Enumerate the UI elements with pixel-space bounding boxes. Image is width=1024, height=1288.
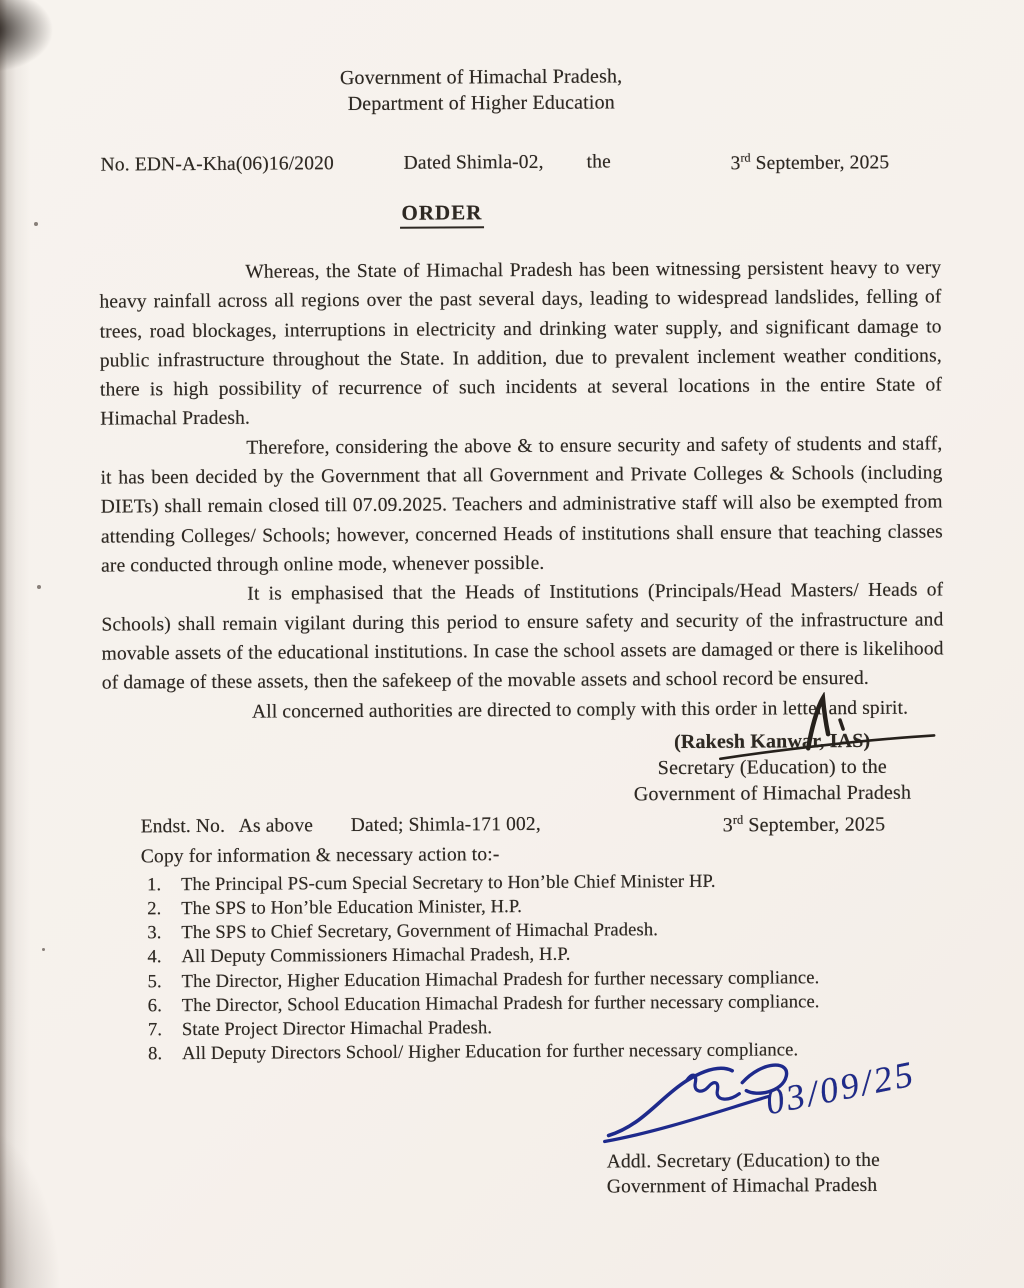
recipient-item xyxy=(148,1038,946,1067)
recipient-text: All Deputy Directors School/ Higher Education for further necessary compliance. xyxy=(182,1039,799,1065)
copy-for-information-line: Copy for information & necessary action to:- xyxy=(140,843,500,868)
body-paragraph: Therefore, considering the above & to ensure security and safety of students and staff, it has been decided by the Government that all Government and Private Colleges & Schools (including DIETs) shall remain closed till 07.09.2025. Teachers and administrative staff will also be exempted from attending Colleges/ Schools; however, concerned Heads of institutions shall ensure that teaching classes are conducted through online mode, whenever possible. xyxy=(100,433,943,577)
signatory-date-suffix: rd xyxy=(732,812,744,827)
footer-signature-block xyxy=(604,1053,947,1218)
recipient-number: 8. xyxy=(148,1043,163,1065)
scan-speck xyxy=(42,948,45,951)
body-paragraph: It is emphasised that the Heads of Institutions (Principals/Head Masters/ Heads of Schools) shall remain vigilant during this period to ensure safety and security of the infrastructure and movable assets of the educational institutions. In case the school assets are damaged or there is likelihood of damage of these assets, then the safekeep of the movable assets and school record be ensured. xyxy=(101,579,944,694)
endorsement-line xyxy=(103,811,945,844)
recipient-text: All Deputy Commissioners Himachal Pradesh, H.P. xyxy=(181,944,571,968)
recipient-number: 7. xyxy=(147,1019,163,1041)
org-name: Government of Himachal Pradesh, xyxy=(339,65,623,90)
recipient-number: 4. xyxy=(147,946,162,968)
endst-value: As above xyxy=(238,815,314,837)
recipient-text: The Director, Higher Education Himachal Pradesh for further necessary compliance. xyxy=(181,966,820,992)
order-date-suffix: rd xyxy=(740,150,751,165)
reference-line xyxy=(99,149,941,184)
order-date-rest: September, 2025 xyxy=(750,152,890,175)
recipient-number: 1. xyxy=(146,873,162,896)
order-title-text: ORDER xyxy=(399,200,484,229)
signatory-designation-1: Secretary (Education) to the xyxy=(657,755,887,779)
footer-designation-1: Addl. Secretary (Education) to the xyxy=(606,1150,880,1173)
letterhead xyxy=(60,62,902,119)
recipient-text: State Project Director Himachal Pradesh. xyxy=(181,1017,493,1041)
order-body xyxy=(99,253,944,698)
footer-signature-scribble xyxy=(600,1048,941,1155)
order-date xyxy=(731,150,890,175)
dated-the-word: the xyxy=(586,151,611,173)
recipient-text: The SPS to Hon’ble Education Minister, H.P. xyxy=(181,895,523,920)
recipient-list xyxy=(147,868,946,1066)
signatory-date-day: 3 xyxy=(722,814,733,837)
signature-block xyxy=(618,727,926,807)
recipient-text: The Principal PS-cum Special Secretary to Hon’ble Chief Minister HP. xyxy=(180,870,716,895)
signatory-date-rest: September, 2025 xyxy=(743,813,886,837)
scan-speck xyxy=(37,585,41,589)
compliance-line: All concerned authorities are directed to comply with this order in letter and spirit. xyxy=(251,698,909,724)
reference-number: No. EDN-A-Kha(06)16/2020 xyxy=(100,153,334,176)
recipient-number: 3. xyxy=(147,922,162,944)
footer-designation-2: Government of Himachal Pradesh xyxy=(606,1175,878,1198)
document-content xyxy=(98,0,948,1288)
signatory-designation-2: Government of Himachal Pradesh xyxy=(633,781,912,806)
signatory-date xyxy=(723,812,886,838)
recipient-text: The Director, School Education Himachal Pradesh for further necessary compliance. xyxy=(181,990,820,1016)
recipient-number: 6. xyxy=(147,994,162,1017)
recipient-text: The SPS to Chief Secretary, Government of Himachal Pradesh. xyxy=(181,919,659,944)
handwritten-date: 03/09/25 xyxy=(762,1053,920,1123)
recipient-number: 5. xyxy=(147,970,162,992)
endst-dated: Dated; Shimla-171 002, xyxy=(350,813,541,836)
body-paragraph: Whereas, the State of Himachal Pradesh has been witnessing persistent heavy to very heavy rainfall across all regions over the past several days, leading to widespread landslides, felling of trees, road blockages, interruptions in electricity and drinking water supply, and significant damage to public infrastructure throughout the State. In addition, due to prevalent inclement weather conditions, there is high possibility of recurrence of such incidents at several locations in the entire State of Himachal Pradesh. xyxy=(99,257,943,431)
dept-name: Department of Higher Education xyxy=(347,91,615,116)
footer-signatory xyxy=(607,1148,880,1200)
order-title xyxy=(21,198,863,231)
dated-place: Dated Shimla-02, xyxy=(403,151,544,174)
recipient-number: 2. xyxy=(147,898,162,920)
order-date-day: 3 xyxy=(730,153,741,175)
endst-label: Endst. No. xyxy=(140,815,226,838)
signatory-name: (Rakesh Kanwar, IAS) xyxy=(674,729,871,753)
